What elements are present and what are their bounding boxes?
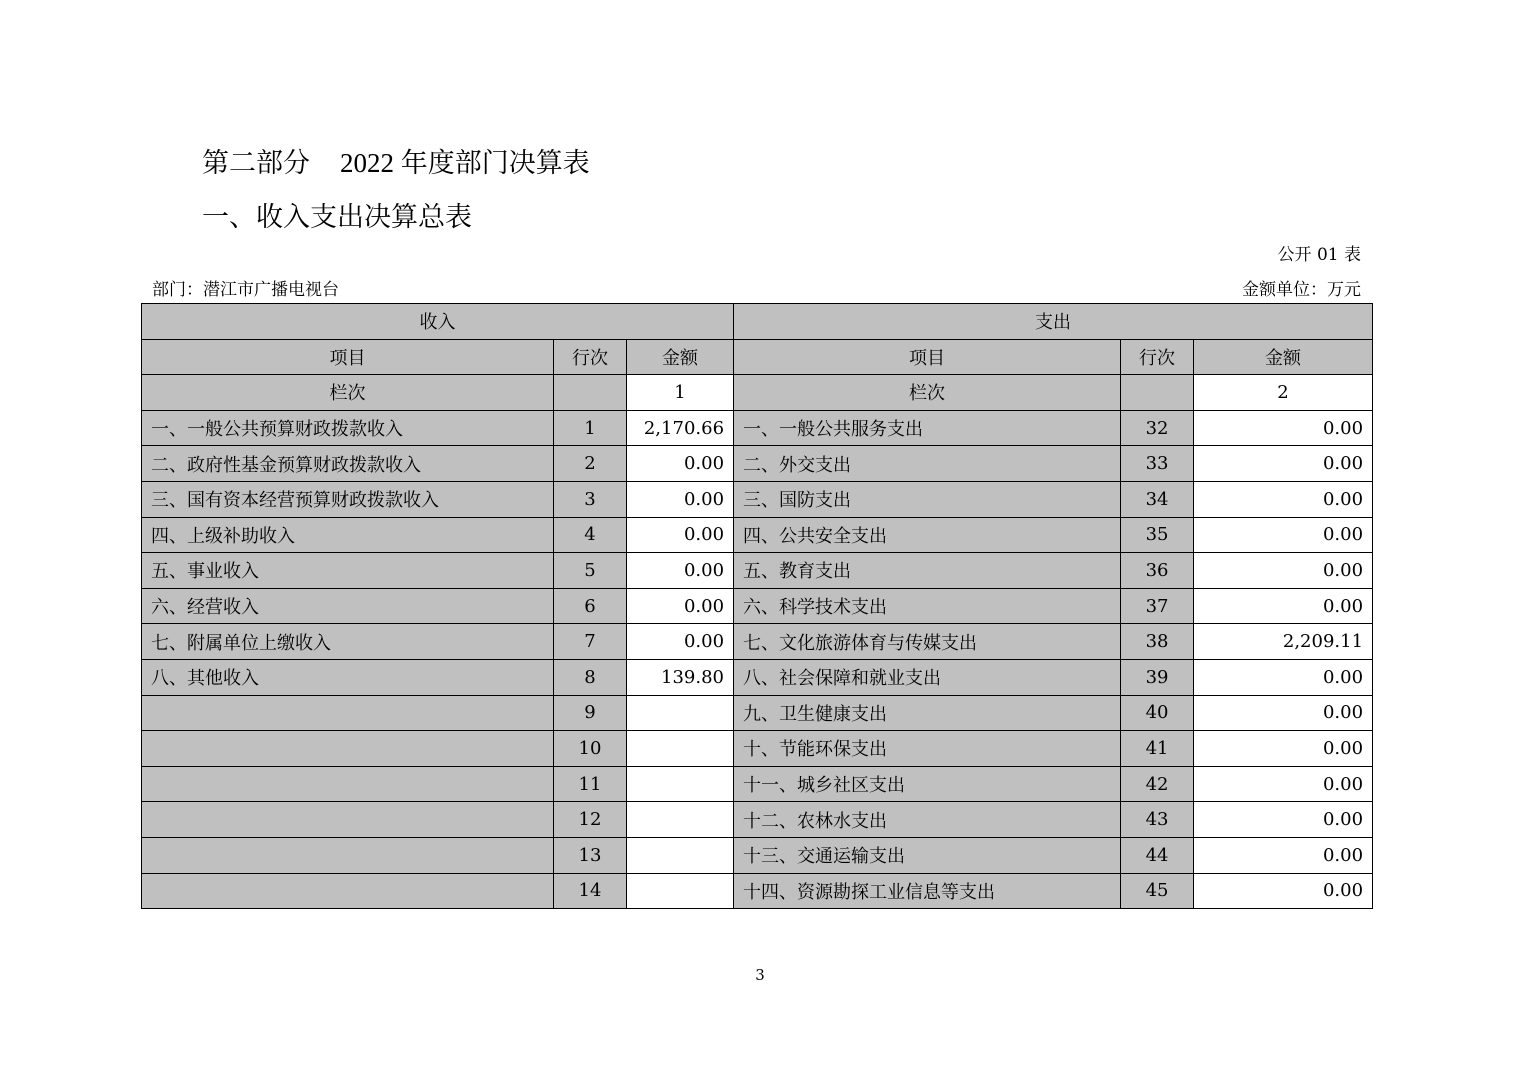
expense-row-no-cell: 34 xyxy=(1121,481,1194,517)
expense-item-cell: 五、教育支出 xyxy=(734,553,1121,589)
expense-row-no-cell: 35 xyxy=(1121,517,1194,553)
expense-amount-cell: 0.00 xyxy=(1194,731,1373,767)
expense-amount-cell: 0.00 xyxy=(1194,410,1373,446)
expense-row-no-header: 行次 xyxy=(1121,339,1194,375)
expense-amount-cell: 0.00 xyxy=(1194,695,1373,731)
year-title: 2022 年度部门决算表 xyxy=(340,148,590,178)
income-amount-cell: 0.00 xyxy=(627,553,734,589)
income-item-cell xyxy=(142,731,554,767)
income-item-cell: 五、事业收入 xyxy=(142,553,554,589)
expense-item-cell: 十三、交通运输支出 xyxy=(734,837,1121,873)
income-row-no-cell: 13 xyxy=(554,837,627,873)
expense-row-no-cell: 44 xyxy=(1121,837,1194,873)
expense-item-cell: 八、社会保障和就业支出 xyxy=(734,659,1121,695)
expense-item-cell: 六、科学技术支出 xyxy=(734,588,1121,624)
income-item-cell: 六、经营收入 xyxy=(142,588,554,624)
department-label: 部门：潜江市广播电视台 xyxy=(152,280,339,300)
income-row-no-cell: 9 xyxy=(554,695,627,731)
expense-item-cell: 十二、农林水支出 xyxy=(734,802,1121,838)
expense-row-no-cell: 39 xyxy=(1121,659,1194,695)
expense-amount-cell: 0.00 xyxy=(1194,481,1373,517)
table-row xyxy=(142,481,1373,517)
table-title: 一、收入支出决算总表 xyxy=(202,202,472,233)
income-row-no-cell: 3 xyxy=(554,481,627,517)
income-row-no-header: 行次 xyxy=(554,339,627,375)
expense-amount-cell: 0.00 xyxy=(1194,588,1373,624)
expense-item-cell: 九、卫生健康支出 xyxy=(734,695,1121,731)
income-lanci-value: 1 xyxy=(627,375,734,411)
document-title xyxy=(202,143,590,184)
part-label: 第二部分 xyxy=(202,148,310,179)
expense-lanci-empty xyxy=(1121,375,1194,411)
expense-item-cell: 十、节能环保支出 xyxy=(734,731,1121,767)
income-item-cell: 四、上级补助收入 xyxy=(142,517,554,553)
expense-amount-cell: 0.00 xyxy=(1194,659,1373,695)
expense-lanci-label: 栏次 xyxy=(734,375,1121,411)
table-row xyxy=(142,517,1373,553)
expense-row-no-cell: 41 xyxy=(1121,731,1194,767)
income-item-cell: 三、国有资本经营预算财政拨款收入 xyxy=(142,481,554,517)
expense-item-cell: 十四、资源勘探工业信息等支出 xyxy=(734,873,1121,909)
income-row-no-cell: 14 xyxy=(554,873,627,909)
table-row xyxy=(142,695,1373,731)
income-item-cell: 八、其他收入 xyxy=(142,659,554,695)
income-amount-cell: 0.00 xyxy=(627,481,734,517)
income-amount-cell: 0.00 xyxy=(627,588,734,624)
income-amount-cell xyxy=(627,873,734,909)
expense-header: 支出 xyxy=(734,304,1373,340)
table-row xyxy=(142,446,1373,482)
column-index-row xyxy=(142,375,1373,411)
income-row-no-cell: 7 xyxy=(554,624,627,660)
income-amount-cell xyxy=(627,731,734,767)
expense-item-cell: 十一、城乡社区支出 xyxy=(734,766,1121,802)
expense-amount-cell: 0.00 xyxy=(1194,446,1373,482)
table-row xyxy=(142,588,1373,624)
expense-item-header: 项目 xyxy=(734,339,1121,375)
expense-amount-cell: 0.00 xyxy=(1194,553,1373,589)
expense-amount-header: 金额 xyxy=(1194,339,1373,375)
income-row-no-cell: 12 xyxy=(554,802,627,838)
income-amount-cell xyxy=(627,695,734,731)
expense-item-cell: 三、国防支出 xyxy=(734,481,1121,517)
table-row xyxy=(142,837,1373,873)
income-amount-cell xyxy=(627,837,734,873)
income-item-header: 项目 xyxy=(142,339,554,375)
form-number: 公开 01 表 xyxy=(1277,245,1361,265)
expense-row-no-cell: 40 xyxy=(1121,695,1194,731)
income-lanci-label: 栏次 xyxy=(142,375,554,411)
expense-amount-cell: 0.00 xyxy=(1194,802,1373,838)
income-amount-cell: 0.00 xyxy=(627,446,734,482)
income-row-no-cell: 6 xyxy=(554,588,627,624)
income-amount-header: 金额 xyxy=(627,339,734,375)
expense-amount-cell: 0.00 xyxy=(1194,766,1373,802)
income-item-cell xyxy=(142,873,554,909)
expense-row-no-cell: 33 xyxy=(1121,446,1194,482)
expense-item-cell: 二、外交支出 xyxy=(734,446,1121,482)
table-row xyxy=(142,410,1373,446)
income-item-cell: 七、附属单位上缴收入 xyxy=(142,624,554,660)
page-number: 3 xyxy=(755,966,765,984)
expense-item-cell: 四、公共安全支出 xyxy=(734,517,1121,553)
income-amount-cell: 0.00 xyxy=(627,517,734,553)
income-item-cell xyxy=(142,837,554,873)
income-lanci-empty xyxy=(554,375,627,411)
income-row-no-cell: 11 xyxy=(554,766,627,802)
expense-amount-cell: 0.00 xyxy=(1194,873,1373,909)
income-item-cell xyxy=(142,802,554,838)
income-item-cell xyxy=(142,695,554,731)
income-row-no-cell: 4 xyxy=(554,517,627,553)
income-row-no-cell: 8 xyxy=(554,659,627,695)
income-item-cell: 二、政府性基金预算财政拨款收入 xyxy=(142,446,554,482)
expense-amount-cell: 0.00 xyxy=(1194,517,1373,553)
expense-row-no-cell: 37 xyxy=(1121,588,1194,624)
income-amount-cell xyxy=(627,802,734,838)
table-row xyxy=(142,659,1373,695)
table-row xyxy=(142,766,1373,802)
expense-row-no-cell: 43 xyxy=(1121,802,1194,838)
income-amount-cell xyxy=(627,766,734,802)
table-row xyxy=(142,802,1373,838)
expense-row-no-cell: 38 xyxy=(1121,624,1194,660)
income-row-no-cell: 1 xyxy=(554,410,627,446)
income-amount-cell: 139.80 xyxy=(627,659,734,695)
table-row xyxy=(142,553,1373,589)
expense-row-no-cell: 42 xyxy=(1121,766,1194,802)
income-item-cell: 一、一般公共预算财政拨款收入 xyxy=(142,410,554,446)
income-row-no-cell: 2 xyxy=(554,446,627,482)
amount-unit-label: 金额单位：万元 xyxy=(1242,280,1361,300)
table-row xyxy=(142,873,1373,909)
expense-lanci-value: 2 xyxy=(1194,375,1373,411)
income-item-cell xyxy=(142,766,554,802)
expense-row-no-cell: 32 xyxy=(1121,410,1194,446)
income-amount-cell: 0.00 xyxy=(627,624,734,660)
expense-item-cell: 一、一般公共服务支出 xyxy=(734,410,1121,446)
expense-item-cell: 七、文化旅游体育与传媒支出 xyxy=(734,624,1121,660)
income-row-no-cell: 10 xyxy=(554,731,627,767)
expense-row-no-cell: 45 xyxy=(1121,873,1194,909)
income-row-no-cell: 5 xyxy=(554,553,627,589)
table-row xyxy=(142,624,1373,660)
income-expense-table xyxy=(141,303,1373,909)
expense-amount-cell: 2,209.11 xyxy=(1194,624,1373,660)
table-row xyxy=(142,731,1373,767)
section-header-row xyxy=(142,304,1373,340)
income-amount-cell: 2,170.66 xyxy=(627,410,734,446)
expense-row-no-cell: 36 xyxy=(1121,553,1194,589)
column-header-row xyxy=(142,339,1373,375)
income-header: 收入 xyxy=(142,304,734,340)
expense-amount-cell: 0.00 xyxy=(1194,837,1373,873)
